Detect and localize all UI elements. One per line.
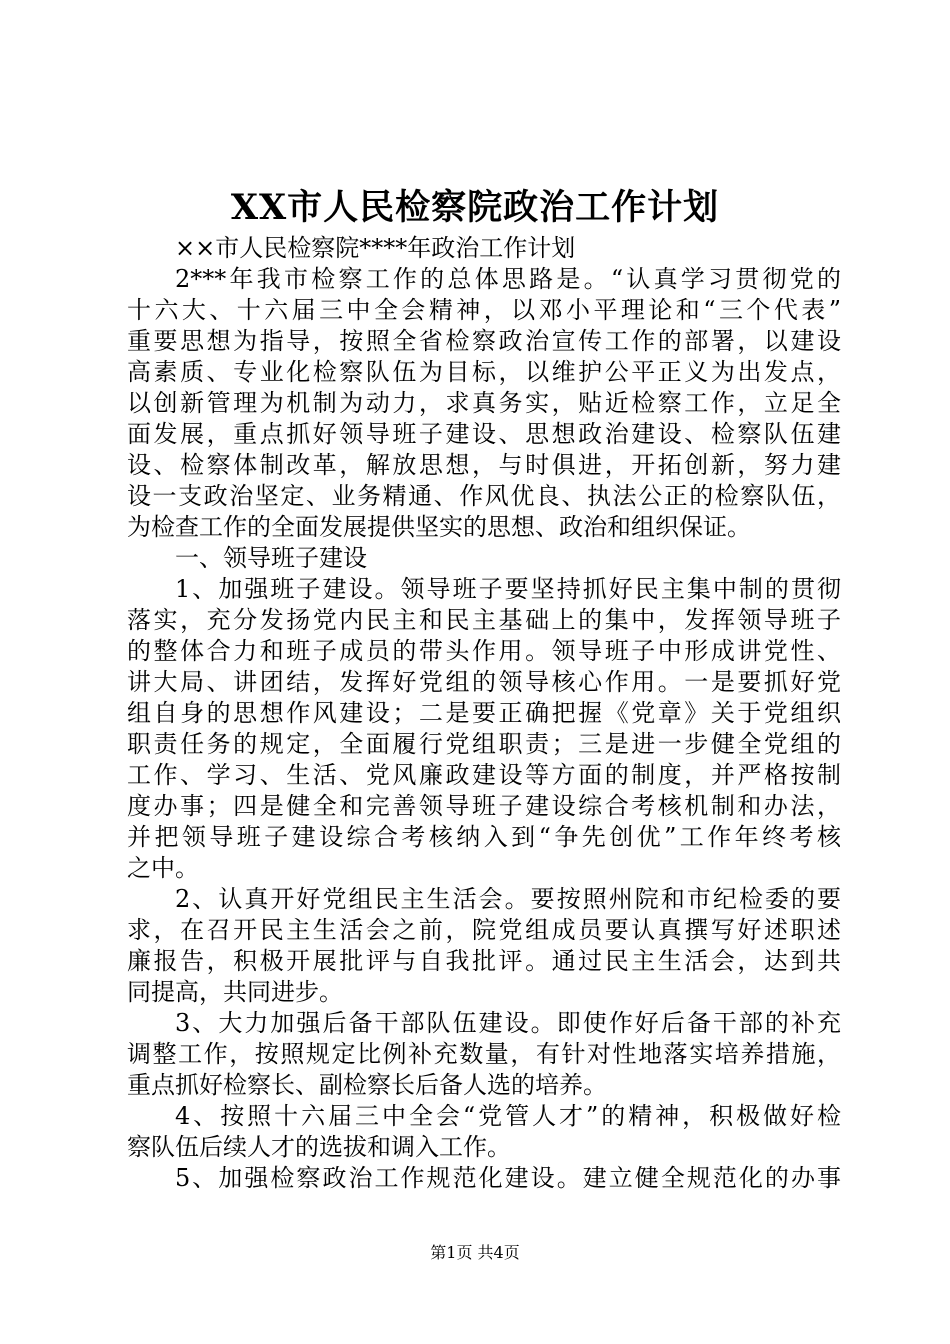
text-line: 面发展，重点抓好领导班子建设、思想政治建设、检察队伍建 xyxy=(127,420,841,448)
text-line: 设一支政治坚定、业务精通、作风优良、执法公正的检察队伍， xyxy=(127,482,841,510)
text-line: 以创新管理为机制为动力，求真务实，贴近检察工作，立足全 xyxy=(127,389,841,417)
page-footer: 第1页 共4页 xyxy=(430,1243,520,1262)
text-line: ××市人民检察院****年政治工作计划 xyxy=(175,234,576,262)
text-line: 职责任务的规定，全面履行党组职责；三是进一步健全党组的 xyxy=(127,730,841,758)
text-line: 廉报告，积极开展批评与自我批评。通过民主生活会，达到共 xyxy=(127,947,841,975)
text-line: 察队伍后续人才的选拔和调入工作。 xyxy=(127,1133,511,1161)
text-line: 工作、学习、生活、党风廉政建设等方面的制度，并严格按制 xyxy=(127,761,841,789)
text-line: 度办事；四是健全和完善领导班子建设综合考核机制和办法， xyxy=(127,792,841,820)
document-body xyxy=(127,233,841,1194)
text-line: 为检查工作的全面发展提供坚实的思想、政治和组织保证。 xyxy=(127,513,751,541)
text-line: 5、加强检察政治工作规范化建设。建立健全规范化的办事 xyxy=(175,1164,841,1192)
text-line: 的整体合力和班子成员的带头作用。领导班子中形成讲党性、 xyxy=(127,637,841,665)
text-line: 组自身的思想作风建设；二是要正确把握《党章》关于党组织 xyxy=(127,699,841,727)
text-line: 一、领导班子建设 xyxy=(175,544,367,572)
text-line: 十六大、十六届三中全会精神，以邓小平理论和“三个代表” xyxy=(127,296,841,324)
text-line: 2***年我市检察工作的总体思路是。“认真学习贯彻党的 xyxy=(175,265,841,293)
text-line: 求，在召开民主生活会之前，院党组成员要认真撰写好述职述 xyxy=(127,916,841,944)
text-line: 重点抓好检察长、副检察长后备人选的培养。 xyxy=(127,1071,607,1099)
text-line: 3、大力加强后备干部队伍建设。即使作好后备干部的补充 xyxy=(175,1009,841,1037)
text-line: 之中。 xyxy=(127,854,199,882)
document-title: XX市人民检察院政治工作计划 xyxy=(230,187,720,228)
text-line: 落实，充分发扬党内民主和民主基础上的集中，发挥领导班子 xyxy=(127,606,841,634)
text-line: 并把领导班子建设综合考核纳入到“争先创优”工作年终考核 xyxy=(127,823,841,851)
text-line: 4、按照十六届三中全会“党管人才”的精神，积极做好检 xyxy=(175,1102,841,1130)
text-line: 2、认真开好党组民主生活会。要按照州院和市纪检委的要 xyxy=(175,885,841,913)
text-line: 高素质、专业化检察队伍为目标，以维护公平正义为出发点， xyxy=(127,358,841,386)
text-line: 1、加强班子建设。领导班子要坚持抓好民主集中制的贯彻 xyxy=(175,575,841,603)
text-line: 设、检察体制改革，解放思想，与时俱进，开拓创新，努力建 xyxy=(127,451,841,479)
text-line: 重要思想为指导，按照全省检察政治宣传工作的部署，以建设 xyxy=(127,327,841,355)
text-line: 同提高，共同进步。 xyxy=(127,978,343,1006)
text-line: 讲大局、讲团结，发挥好党组的领导核心作用。一是要抓好党 xyxy=(127,668,841,696)
text-line: 调整工作，按照规定比例补充数量，有针对性地落实培养措施， xyxy=(127,1040,841,1068)
